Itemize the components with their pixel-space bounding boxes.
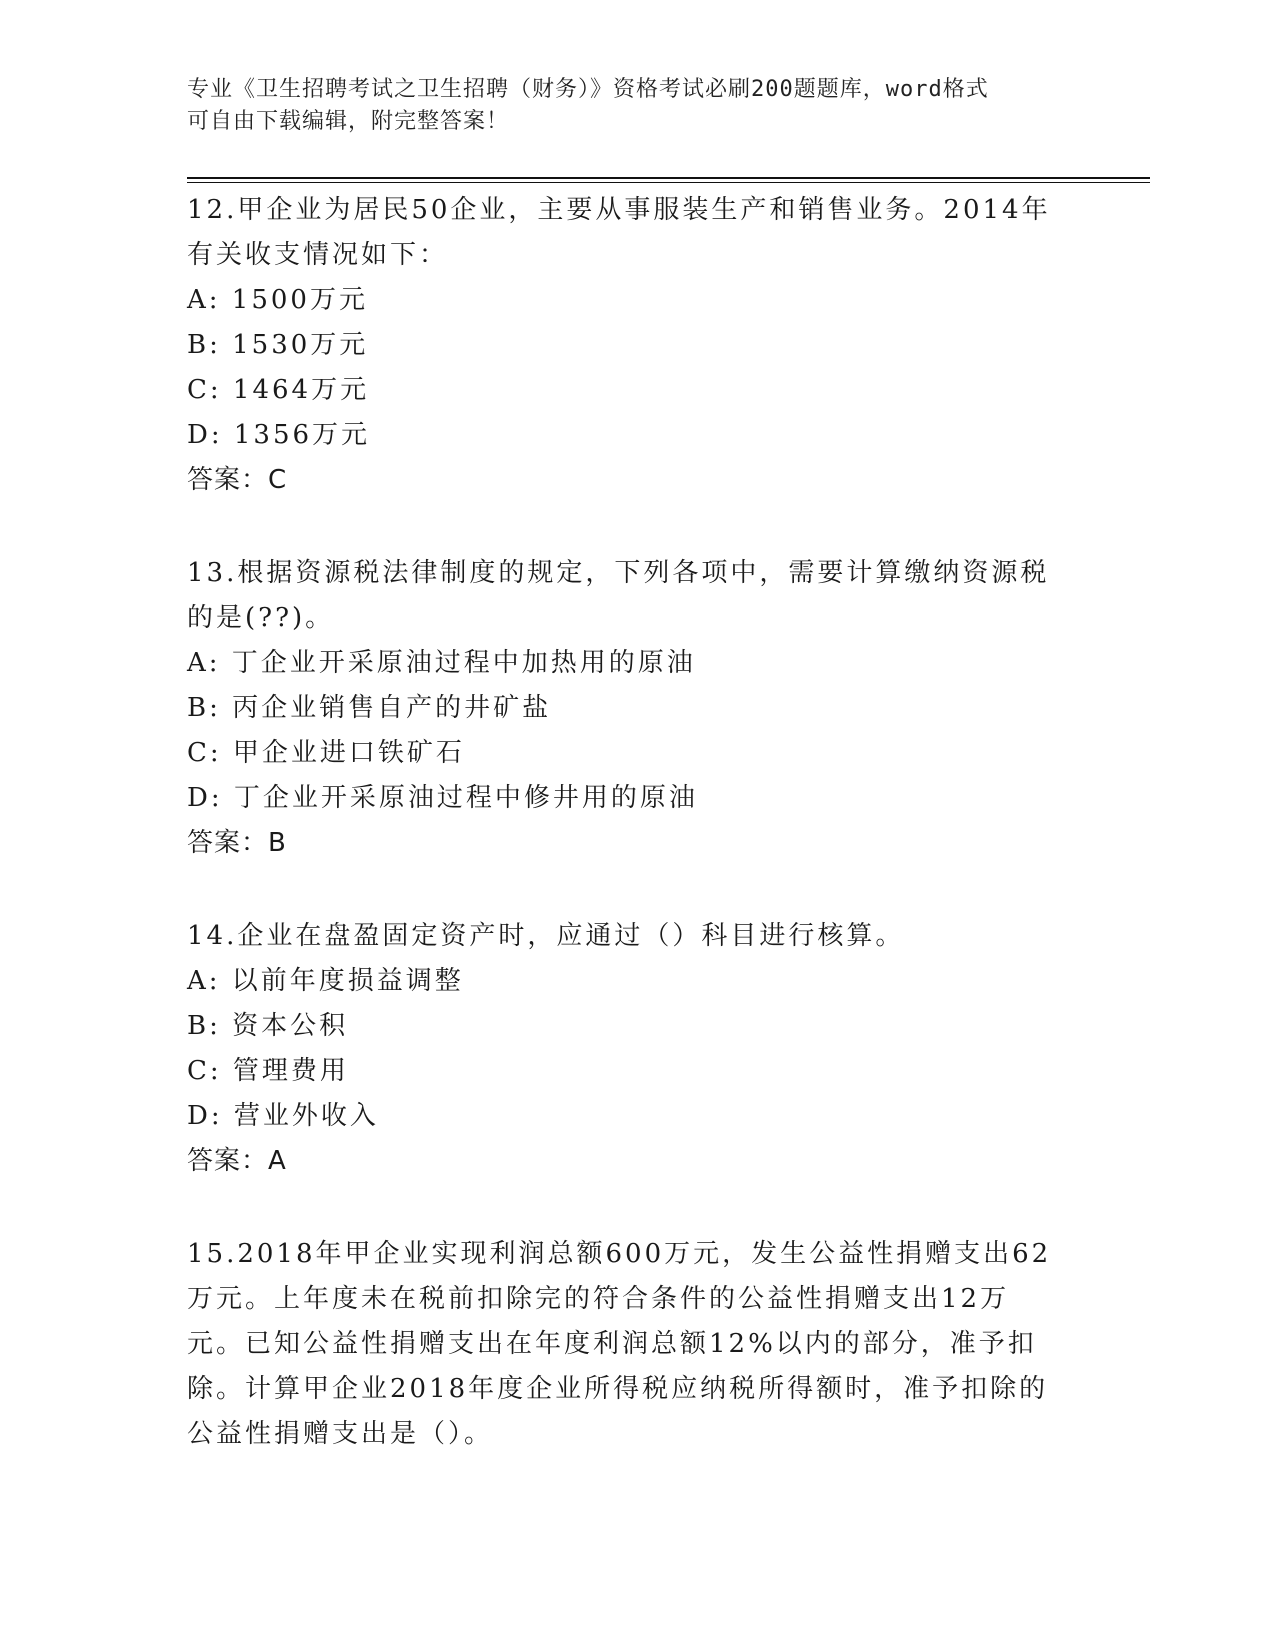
question-list (187, 188, 1067, 1457)
question-12 (187, 188, 1067, 503)
question-spacer (187, 1184, 1067, 1232)
option-c: C: 1464万元 (187, 375, 370, 405)
option-d: D: 丁企业开采原油过程中修井用的原油 (187, 783, 698, 813)
option-b: B: 资本公积 (187, 1011, 349, 1041)
option-c: C: 甲企业进口铁矿石 (187, 738, 465, 768)
answer: 答案：C (187, 465, 288, 495)
answer: 答案：B (187, 828, 287, 858)
header-line-2: 可自由下载编辑，附完整答案！ (187, 109, 510, 134)
header-divider-thick (187, 177, 1150, 179)
option-b: B: 丙企业销售自产的井矿盐 (187, 693, 552, 723)
question-14 (187, 914, 1067, 1184)
question-stem: 13.根据资源税法律制度的规定，下列各项中，需要计算缴纳资源税的是(??)。 (187, 558, 1050, 633)
question-spacer (187, 503, 1067, 551)
option-a: A: 丁企业开采原油过程中加热用的原油 (187, 648, 696, 678)
option-c: C: 管理费用 (187, 1056, 349, 1086)
answer: 答案：A (187, 1146, 287, 1176)
option-a: A: 1500万元 (187, 285, 368, 315)
question-15 (187, 1232, 1067, 1457)
document-header (187, 74, 1067, 138)
option-d: D: 1356万元 (187, 420, 371, 450)
option-d: D: 营业外收入 (187, 1101, 379, 1131)
header-divider-thin (187, 182, 1150, 183)
question-spacer (187, 866, 1067, 914)
question-stem: 14.企业在盘盈固定资产时，应通过（）科目进行核算。 (187, 921, 905, 951)
question-13 (187, 551, 1067, 866)
question-stem: 12.甲企业为居民50企业，主要从事服装生产和销售业务。2014年有关收支情况如下： (187, 195, 1051, 270)
header-line-1: 专业《卫生招聘考试之卫生招聘（财务）》资格考试必刷200题题库，word格式 (187, 77, 989, 102)
question-stem: 15.2018年甲企业实现利润总额600万元，发生公益性捐赠支出62万元。上年度未在税前扣除完的符合条件的公益性捐赠支出12万元。已知公益性捐赠支出在年度利润总额12%以内的部分，准予扣除。计算甲企业2018年度企业所得税应纳税所得额时，准予扣除的公益性捐赠支出是（）。 (187, 1239, 1052, 1449)
option-b: B: 1530万元 (187, 330, 369, 360)
option-a: A: 以前年度损益调整 (187, 966, 464, 996)
